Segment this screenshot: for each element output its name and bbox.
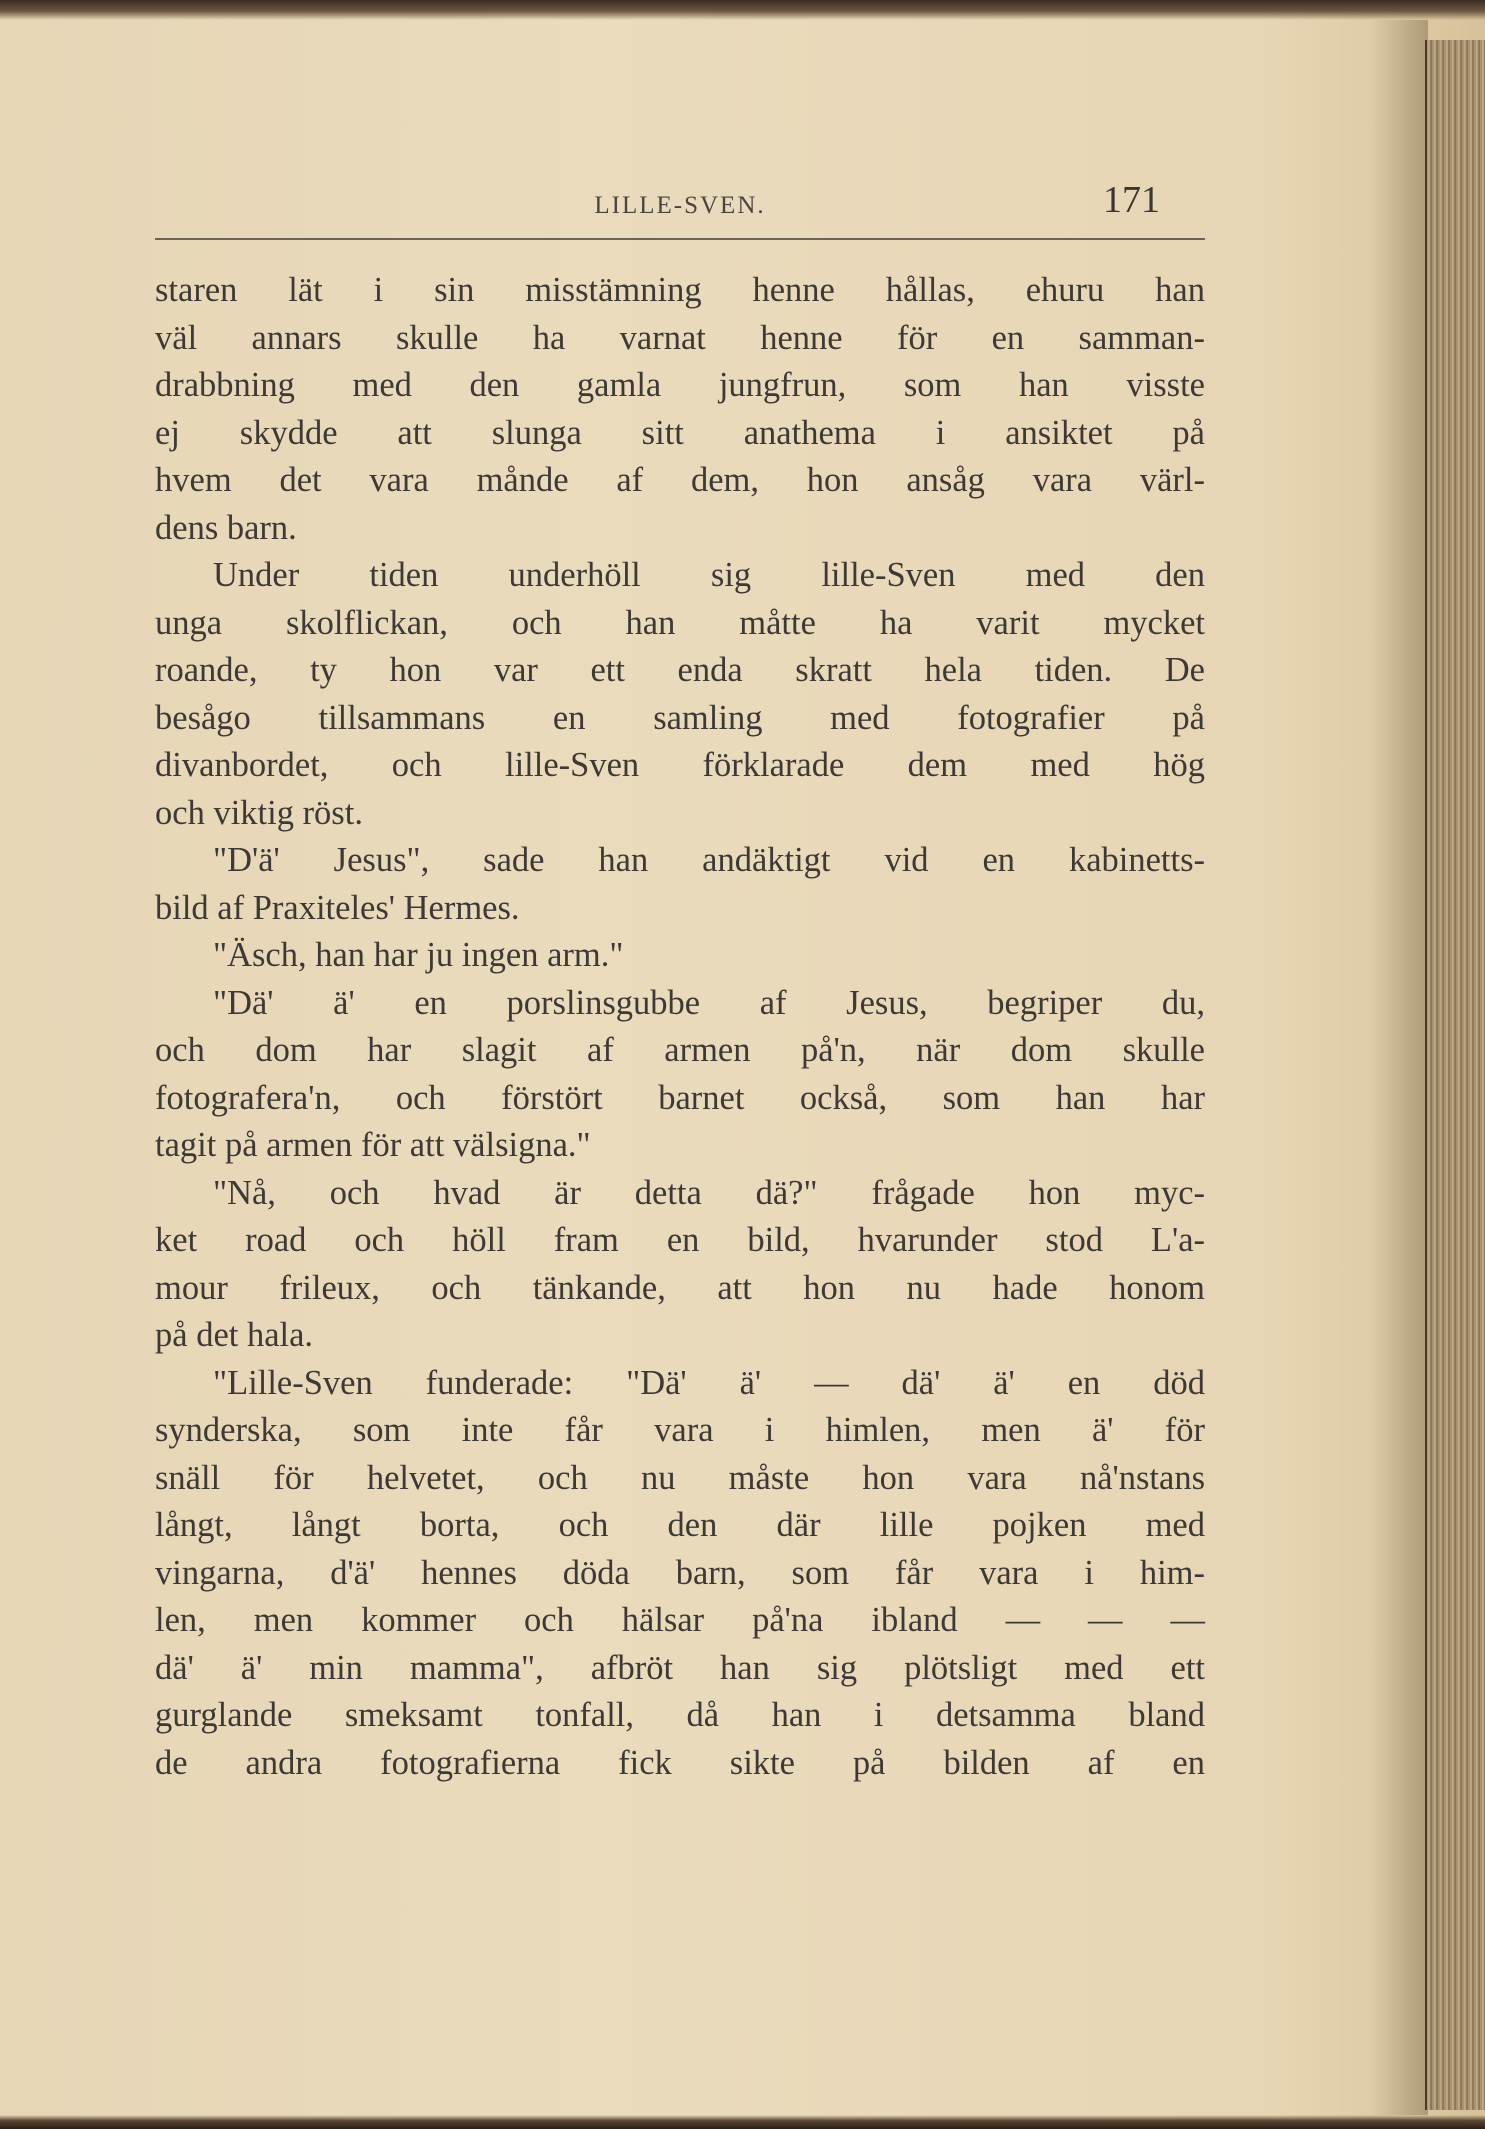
- text-line: unga skolflickan, och han måtte ha varit mycket: [155, 603, 1205, 642]
- text-line: långt, långt borta, och den där lille pojken med: [155, 1506, 1205, 1544]
- text-line: och viktig röst.: [155, 793, 363, 832]
- text-line: de andra fotografierna fick sikte på bilden af en: [155, 1743, 1205, 1782]
- text-line: dens barn.: [155, 508, 297, 547]
- text-line: hvem det vara månde af dem, hon ansåg vara värl-: [155, 461, 1205, 499]
- text-line: divanbordet, och lille-Sven förklarade dem med hög: [155, 746, 1205, 784]
- text-line: len, men kommer och hälsar på'na ibland — — —: [155, 1601, 1205, 1639]
- text-line: vingarna, d'ä' hennes döda barn, som får vara i him-: [155, 1553, 1205, 1592]
- text-line: tagit på armen för att välsigna.": [155, 1126, 591, 1164]
- gutter-shadow: [1370, 20, 1428, 2115]
- text-line: och dom har slagit af armen på'n, när dom skulle: [155, 1031, 1205, 1069]
- page-header: [155, 178, 1205, 240]
- text-line: drabbning med den gamla jungfrun, som han visste: [155, 366, 1205, 404]
- text-line: snäll för helvetet, och nu måste hon vara nå'nstans: [155, 1458, 1205, 1497]
- bottom-page-edge: [0, 2115, 1485, 2129]
- running-head: LILLE-SVEN.: [594, 192, 766, 219]
- top-page-edge: [0, 0, 1485, 20]
- text-line: ej skydde att slunga sitt anathema i ansiktet på: [155, 413, 1205, 452]
- text-line: fotografera'n, och förstört barnet också, som han har: [155, 1078, 1205, 1117]
- text-line: "D'ä' Jesus", sade han andäktigt vid en kabinetts-: [213, 841, 1205, 879]
- text-line: mour frileux, och tänkande, att hon nu hade honom: [155, 1268, 1205, 1307]
- text-line: "Nå, och hvad är detta dä?" frågade hon myc-: [213, 1173, 1205, 1212]
- text-line: "Äsch, han har ju ingen arm.": [213, 936, 624, 974]
- text-line: "Lille-Sven funderade: "Dä' ä' — dä' ä' en död: [213, 1363, 1205, 1402]
- text-line: "Dä' ä' en porslinsgubbe af Jesus, begriper du,: [213, 983, 1205, 1022]
- text-line: roande, ty hon var ett enda skratt hela tiden. De: [155, 651, 1205, 689]
- text-line: besågo tillsammans en samling med fotografier på: [155, 698, 1205, 737]
- text-line: på det hala.: [155, 1316, 314, 1354]
- text-line: Under tiden underhöll sig lille-Sven med den: [213, 556, 1205, 594]
- page-edges-stack: [1425, 40, 1485, 2110]
- text-line: dä' ä' min mamma", afbröt han sig plötsligt med ett: [155, 1648, 1205, 1687]
- page-number: 171: [1103, 179, 1160, 221]
- text-line: staren lät i sin misstämning henne hållas, ehuru han: [155, 271, 1205, 309]
- body-text: [155, 267, 1205, 1787]
- text-line: bild af Praxiteles' Hermes.: [155, 888, 520, 927]
- text-line: synderska, som inte får vara i himlen, men ä' för: [155, 1411, 1205, 1449]
- text-line: gurglande smeksamt tonfall, då han i detsamma bland: [155, 1696, 1205, 1734]
- text-line: ket road och höll fram en bild, hvarunder stod L'a-: [155, 1221, 1205, 1259]
- text-line: väl annars skulle ha varnat henne för en samman-: [155, 318, 1205, 357]
